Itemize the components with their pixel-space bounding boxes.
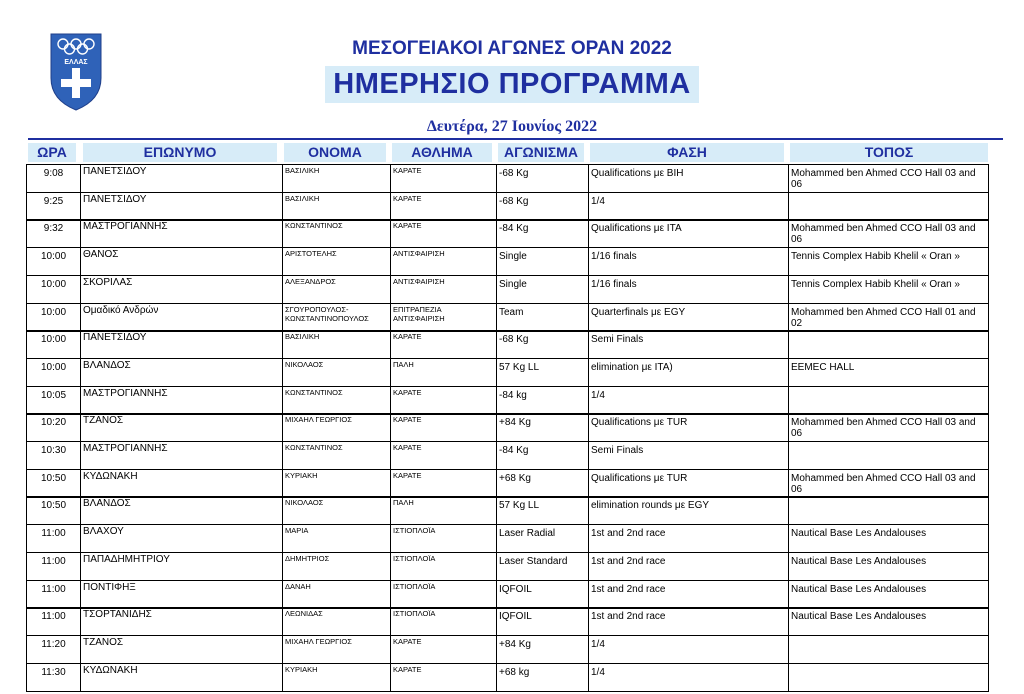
table-cell-name: ΔΑΝΑΗ <box>282 580 391 609</box>
table-cell-time: 10:00 <box>26 358 81 387</box>
table-cell-event: Single <box>496 275 589 304</box>
table-cell-name: ΝΙΚΟΛΑΟΣ <box>282 496 391 525</box>
table-cell-surname: Ομαδικό Ανδρών <box>80 303 283 332</box>
table-cell-phase: 1st and 2nd race <box>588 524 789 553</box>
table-cell-event: -68 Kg <box>496 330 589 359</box>
table-cell-sport: ΚΑΡΑΤΕ <box>390 192 497 221</box>
header-rule <box>28 138 1003 140</box>
table-cell-time: 9:08 <box>26 164 81 193</box>
table-cell-venue: Tennis Complex Habib Khelil « Oran » <box>788 275 989 304</box>
table-cell-venue <box>788 441 989 470</box>
table-cell-venue <box>788 386 989 415</box>
table-cell-event: 57 Kg LL <box>496 358 589 387</box>
column-header: ΟΝΟΜΑ <box>284 143 386 162</box>
table-cell-surname: ΘΑΝΟΣ <box>80 247 283 276</box>
table-cell-event: +68 kg <box>496 663 589 692</box>
table-cell-sport: ΑΝΤΙΣΦΑΙΡΙΣΗ <box>390 247 497 276</box>
table-cell-sport: ΚΑΡΑΤΕ <box>390 413 497 442</box>
table-cell-venue: Nautical Base Les Andalouses <box>788 552 989 581</box>
table-cell-name: ΚΥΡΙΑΚΗ <box>282 469 391 498</box>
table-cell-venue <box>788 496 989 525</box>
table-cell-name: ΛΕΩΝΙΔΑΣ <box>282 607 391 636</box>
table-cell-phase: Qualifications με BIH <box>588 164 789 193</box>
table-cell-phase: 1st and 2nd race <box>588 552 789 581</box>
table-cell-surname: ΚΥΔΩΝΑΚΗ <box>80 663 283 692</box>
table-cell-time: 10:05 <box>26 386 81 415</box>
table-cell-phase: 1/16 finals <box>588 275 789 304</box>
daily-program-title: ΗΜΕΡΗΣΙΟ ΠΡΟΓΡΑΜΜΑ <box>325 66 698 103</box>
table-cell-phase: 1/4 <box>588 192 789 221</box>
table-cell-time: 11:30 <box>26 663 81 692</box>
table-cell-event: Laser Standard <box>496 552 589 581</box>
table-cell-surname: ΤΖΑΝΟΣ <box>80 413 283 442</box>
table-cell-time: 10:20 <box>26 413 81 442</box>
table-cell-surname: ΠΑΠΑΔΗΜΗΤΡΙΟΥ <box>80 552 283 581</box>
table-cell-time: 11:00 <box>26 580 81 609</box>
table-cell-venue <box>788 330 989 359</box>
table-cell-name: ΜΑΡΙΑ <box>282 524 391 553</box>
table-cell-event: IQFOIL <box>496 607 589 636</box>
table-cell-event: +84 Kg <box>496 413 589 442</box>
column-header: ΤΟΠΟΣ <box>790 143 988 162</box>
table-cell-venue: Mohammed ben Ahmed CCO Hall 03 and 06 <box>788 469 989 498</box>
table-cell-surname: ΤΣΟΡΤΑΝΙΔΗΣ <box>80 607 283 636</box>
table-cell-venue: Tennis Complex Habib Khelil « Oran » <box>788 247 989 276</box>
table-cell-event: Team <box>496 303 589 332</box>
table-cell-time: 11:20 <box>26 635 81 664</box>
table-cell-phase: Qualifications με ITA <box>588 219 789 248</box>
table-cell-event: -68 Kg <box>496 164 589 193</box>
table-cell-sport: ΙΣΤΙΟΠΛΟΪΑ <box>390 552 497 581</box>
table-cell-phase: Qualifications με TUR <box>588 413 789 442</box>
table-cell-phase: 1/4 <box>588 386 789 415</box>
table-cell-phase: Semi Finals <box>588 441 789 470</box>
table-cell-sport: ΚΑΡΑΤΕ <box>390 330 497 359</box>
table-cell-name: ΒΑΣΙΛΙΚΗ <box>282 330 391 359</box>
table-cell-surname: ΠΑΝΕΤΣΙΔΟΥ <box>80 164 283 193</box>
table-cell-surname: ΒΛΑΧΟΥ <box>80 524 283 553</box>
table-cell-surname: ΣΚΟΡΙΛΑΣ <box>80 275 283 304</box>
table-cell-phase: elimination με ITA) <box>588 358 789 387</box>
table-cell-surname: ΜΑΣΤΡΟΓΙΑΝΝΗΣ <box>80 386 283 415</box>
table-cell-name: ΝΙΚΟΛΑΟΣ <box>282 358 391 387</box>
table-cell-time: 9:32 <box>26 219 81 248</box>
table-cell-name: ΚΩΝΣΤΑΝΤΙΝΟΣ <box>282 441 391 470</box>
table-cell-phase: Qualifications με TUR <box>588 469 789 498</box>
table-cell-surname: ΠΑΝΕΤΣΙΔΟΥ <box>80 330 283 359</box>
table-cell-sport: ΠΑΛΗ <box>390 496 497 525</box>
table-cell-sport: ΚΑΡΑΤΕ <box>390 441 497 470</box>
table-cell-sport: ΚΑΡΑΤΕ <box>390 386 497 415</box>
table-cell-name: ΜΙΧΑΗΛ ΓΕΩΡΓΙΟΣ <box>282 635 391 664</box>
table-cell-event: -84 Kg <box>496 219 589 248</box>
table-cell-time: 11:00 <box>26 524 81 553</box>
table-cell-phase: Semi Finals <box>588 330 789 359</box>
table-cell-name: ΔΗΜΗΤΡΙΟΣ <box>282 552 391 581</box>
table-cell-name: ΚΩΝΣΤΑΝΤΙΝΟΣ <box>282 219 391 248</box>
table-cell-sport: ΚΑΡΑΤΕ <box>390 219 497 248</box>
table-cell-surname: ΠΑΝΕΤΣΙΔΟΥ <box>80 192 283 221</box>
table-cell-sport: ΚΑΡΑΤΕ <box>390 635 497 664</box>
table-cell-time: 10:30 <box>26 441 81 470</box>
table-cell-time: 10:50 <box>26 496 81 525</box>
table-cell-name: ΒΑΣΙΛΙΚΗ <box>282 164 391 193</box>
table-cell-event: Single <box>496 247 589 276</box>
table-cell-phase: Quarterfinals με EGY <box>588 303 789 332</box>
column-header: ΩΡΑ <box>28 143 76 162</box>
table-cell-venue: EEMEC HALL <box>788 358 989 387</box>
table-cell-venue: Mohammed ben Ahmed CCO Hall 03 and 06 <box>788 164 989 193</box>
table-cell-sport: ΕΠΙΤΡΑΠΕΖΙΑ ΑΝΤΙΣΦΑΙΡΙΣΗ <box>390 303 497 332</box>
table-cell-event: IQFOIL <box>496 580 589 609</box>
table-cell-name: ΑΡΙΣΤΟΤΕΛΗΣ <box>282 247 391 276</box>
table-cell-event: -84 Kg <box>496 441 589 470</box>
logo-text: ΕΛΛΑΣ <box>64 59 88 66</box>
table-cell-surname: ΜΑΣΤΡΟΓΙΑΝΝΗΣ <box>80 219 283 248</box>
table-cell-time: 9:25 <box>26 192 81 221</box>
table-cell-event: -84 kg <box>496 386 589 415</box>
table-cell-event: 57 Kg LL <box>496 496 589 525</box>
table-cell-venue <box>788 635 989 664</box>
table-cell-name: ΣΓΟΥΡΟΠΟΥΛΟΣ-ΚΩΝΣΤΑΝΤΙΝΟΠΟΥΛΟΣ <box>282 303 391 332</box>
table-cell-time: 10:50 <box>26 469 81 498</box>
table-cell-phase: 1/4 <box>588 635 789 664</box>
table-cell-phase: elimination rounds με EGY <box>588 496 789 525</box>
table-cell-sport: ΙΣΤΙΟΠΛΟΪΑ <box>390 524 497 553</box>
table-cell-time: 10:00 <box>26 330 81 359</box>
table-cell-surname: ΜΑΣΤΡΟΓΙΑΝΝΗΣ <box>80 441 283 470</box>
table-cell-time: 10:00 <box>26 247 81 276</box>
table-cell-name: ΜΙΧΑΗΛ ΓΕΩΡΓΙΟΣ <box>282 413 391 442</box>
table-cell-venue: Nautical Base Les Andalouses <box>788 524 989 553</box>
table-cell-event: +68 Kg <box>496 469 589 498</box>
column-header: ΕΠΩΝΥΜΟ <box>83 143 277 162</box>
table-cell-event: +84 Kg <box>496 635 589 664</box>
table-cell-sport: ΠΑΛΗ <box>390 358 497 387</box>
column-header: ΑΘΛΗΜΑ <box>392 143 492 162</box>
table-cell-name: ΚΥΡΙΑΚΗ <box>282 663 391 692</box>
table-cell-surname: ΚΥΔΩΝΑΚΗ <box>80 469 283 498</box>
table-cell-sport: ΚΑΡΑΤΕ <box>390 469 497 498</box>
table-cell-surname: ΒΛΑΝΔΟΣ <box>80 496 283 525</box>
table-cell-time: 10:00 <box>26 303 81 332</box>
table-cell-sport: ΙΣΤΙΟΠΛΟΪΑ <box>390 607 497 636</box>
table-cell-phase: 1/4 <box>588 663 789 692</box>
table-cell-venue: Nautical Base Les Andalouses <box>788 607 989 636</box>
games-title: ΜΕΣΟΓΕΙΑΚΟΙ ΑΓΩΝΕΣ ΟΡΑΝ 2022 <box>352 38 672 59</box>
table-cell-venue <box>788 663 989 692</box>
table-cell-sport: ΚΑΡΑΤΕ <box>390 164 497 193</box>
table-cell-sport: ΚΑΡΑΤΕ <box>390 663 497 692</box>
table-cell-venue: Mohammed ben Ahmed CCO Hall 03 and 06 <box>788 413 989 442</box>
schedule-date: Δευτέρα, 27 Ιουνίος 2022 <box>426 118 598 135</box>
table-cell-venue <box>788 192 989 221</box>
table-cell-surname: ΤΖΑΝΟΣ <box>80 635 283 664</box>
table-cell-sport: ΙΣΤΙΟΠΛΟΪΑ <box>390 580 497 609</box>
column-header: ΦΑΣΗ <box>590 143 784 162</box>
table-cell-event: Laser Radial <box>496 524 589 553</box>
table-cell-name: ΒΑΣΙΛΙΚΗ <box>282 192 391 221</box>
table-cell-surname: ΠΟΝΤΙΦΗΞ <box>80 580 283 609</box>
table-cell-time: 11:00 <box>26 552 81 581</box>
table-cell-venue: Mohammed ben Ahmed CCO Hall 03 and 06 <box>788 219 989 248</box>
table-cell-name: ΑΛΕΞΑΝΔΡΟΣ <box>282 275 391 304</box>
table-cell-time: 11:00 <box>26 607 81 636</box>
table-cell-phase: 1st and 2nd race <box>588 607 789 636</box>
column-header: ΑΓΩΝΙΣΜΑ <box>498 143 584 162</box>
table-cell-time: 10:00 <box>26 275 81 304</box>
table-cell-venue: Nautical Base Les Andalouses <box>788 580 989 609</box>
table-cell-phase: 1st and 2nd race <box>588 580 789 609</box>
table-cell-name: ΚΩΝΣΤΑΝΤΙΝΟΣ <box>282 386 391 415</box>
table-cell-phase: 1/16 finals <box>588 247 789 276</box>
table-cell-event: -68 Kg <box>496 192 589 221</box>
table-cell-surname: ΒΛΑΝΔΟΣ <box>80 358 283 387</box>
table-cell-sport: ΑΝΤΙΣΦΑΙΡΙΣΗ <box>390 275 497 304</box>
table-cell-venue: Mohammed ben Ahmed CCO Hall 01 and 02 <box>788 303 989 332</box>
